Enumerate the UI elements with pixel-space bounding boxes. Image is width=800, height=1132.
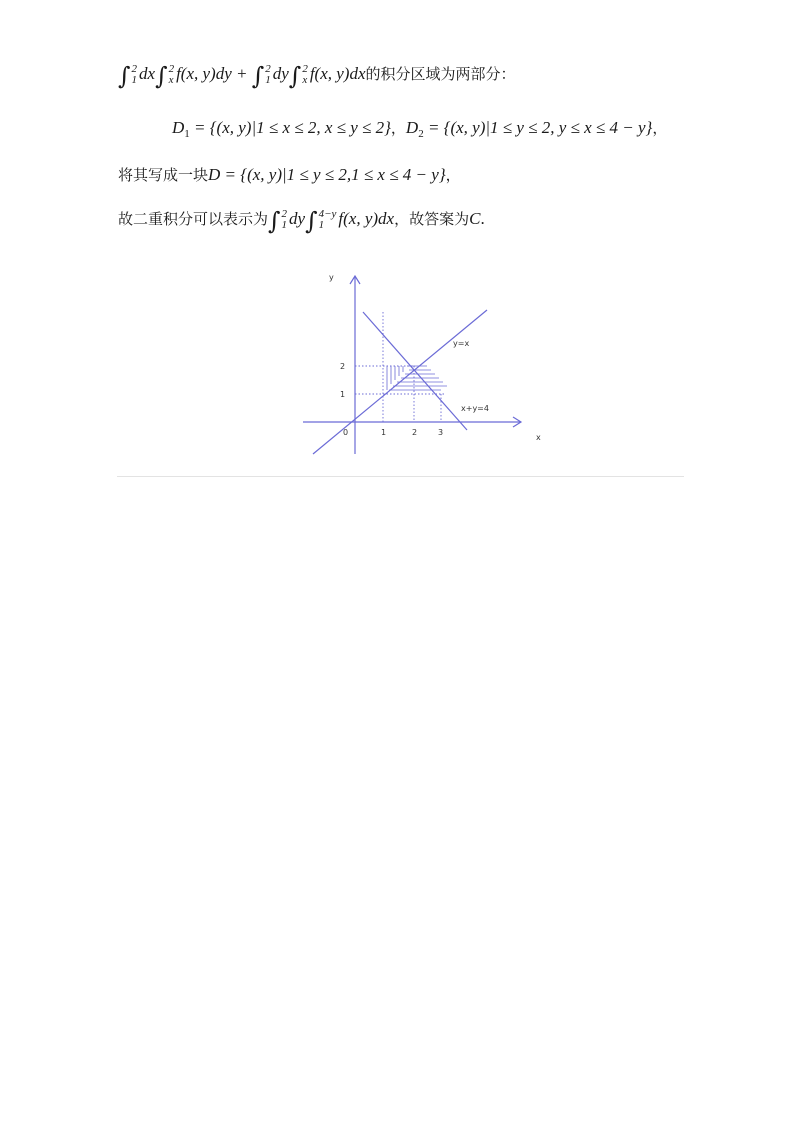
line-label-x-plus-y-equals-4: x+y=4 bbox=[461, 404, 489, 413]
integral-sign: ∫ bbox=[305, 207, 318, 235]
x-tick-label: 3 bbox=[438, 428, 444, 437]
differential: dx bbox=[139, 64, 156, 83]
differential: dy bbox=[272, 64, 289, 83]
integral-sign: ∫ bbox=[155, 62, 168, 90]
integral-limits: 2 1 bbox=[131, 62, 138, 86]
answer-line bbox=[118, 207, 485, 235]
line4-text2: ，故答案为 bbox=[394, 210, 470, 228]
y-tick-label: 1 bbox=[340, 390, 346, 399]
line4-text: 故二重积分可以表示为 bbox=[118, 210, 269, 228]
separator: ， bbox=[652, 119, 668, 137]
integral-sign: ∫ bbox=[118, 62, 131, 90]
integrand: f(x, y)dx bbox=[309, 64, 366, 83]
integral-limits: 2 x bbox=[302, 62, 308, 86]
region-d1-symbol: D bbox=[172, 118, 185, 137]
line-x-plus-y-equals-4 bbox=[363, 312, 470, 430]
region-d1-set: = {(x, y)|1 ≤ x ≤ 2, x ≤ y ≤ 2} bbox=[189, 118, 391, 137]
y-axis-label: y bbox=[329, 273, 334, 282]
differential: dy bbox=[289, 209, 306, 228]
combined-region-set: D = {(x, y)|1 ≤ y ≤ 2,1 ≤ x ≤ 4 − y} bbox=[208, 165, 446, 184]
integral-sign: ∫ bbox=[288, 62, 302, 90]
dotted-guides bbox=[355, 312, 445, 422]
x-tick-label: 2 bbox=[412, 428, 418, 437]
integral-sign: ∫ bbox=[251, 62, 265, 90]
integrand: f(x, y)dx bbox=[338, 209, 395, 228]
region-definitions-line bbox=[172, 117, 667, 140]
region-diagram bbox=[295, 262, 555, 462]
integrand: f(x, y)dy + bbox=[176, 64, 252, 83]
answer-letter: C bbox=[469, 209, 481, 228]
line-label-y-equals-x: y=x bbox=[453, 339, 470, 348]
line-y-equals-x bbox=[313, 310, 487, 454]
region-d2-symbol: D bbox=[405, 118, 419, 137]
x-tick-label: 1 bbox=[381, 428, 387, 437]
region-d1-subscript: 1 bbox=[184, 128, 190, 140]
separator: ， bbox=[390, 119, 406, 137]
region-d2-subscript: 2 bbox=[418, 128, 424, 140]
y-tick-label: 2 bbox=[340, 362, 346, 371]
integral-limits: 2 1 bbox=[265, 62, 271, 86]
line3-text: 将其写成一块 bbox=[118, 166, 209, 184]
combined-region-line bbox=[118, 164, 461, 185]
separator: ， bbox=[445, 166, 461, 184]
integral-limits: 2 1 bbox=[281, 207, 288, 231]
origin-label: 0 bbox=[343, 428, 349, 437]
line1-text: 的积分区域为两部分： bbox=[365, 65, 516, 83]
integral-expression-line bbox=[118, 62, 516, 90]
shaded-region bbox=[387, 366, 447, 390]
integral-limits: 4−y 1 bbox=[318, 207, 337, 231]
region-d2-set: = {(x, y)|1 ≤ y ≤ 2, y ≤ x ≤ 4 − y} bbox=[423, 118, 653, 137]
x-axis-label: x bbox=[536, 433, 541, 442]
horizontal-divider bbox=[117, 476, 684, 477]
integral-sign: ∫ bbox=[268, 207, 281, 235]
integral-limits: 2 x bbox=[168, 62, 175, 86]
period: . bbox=[480, 209, 485, 228]
